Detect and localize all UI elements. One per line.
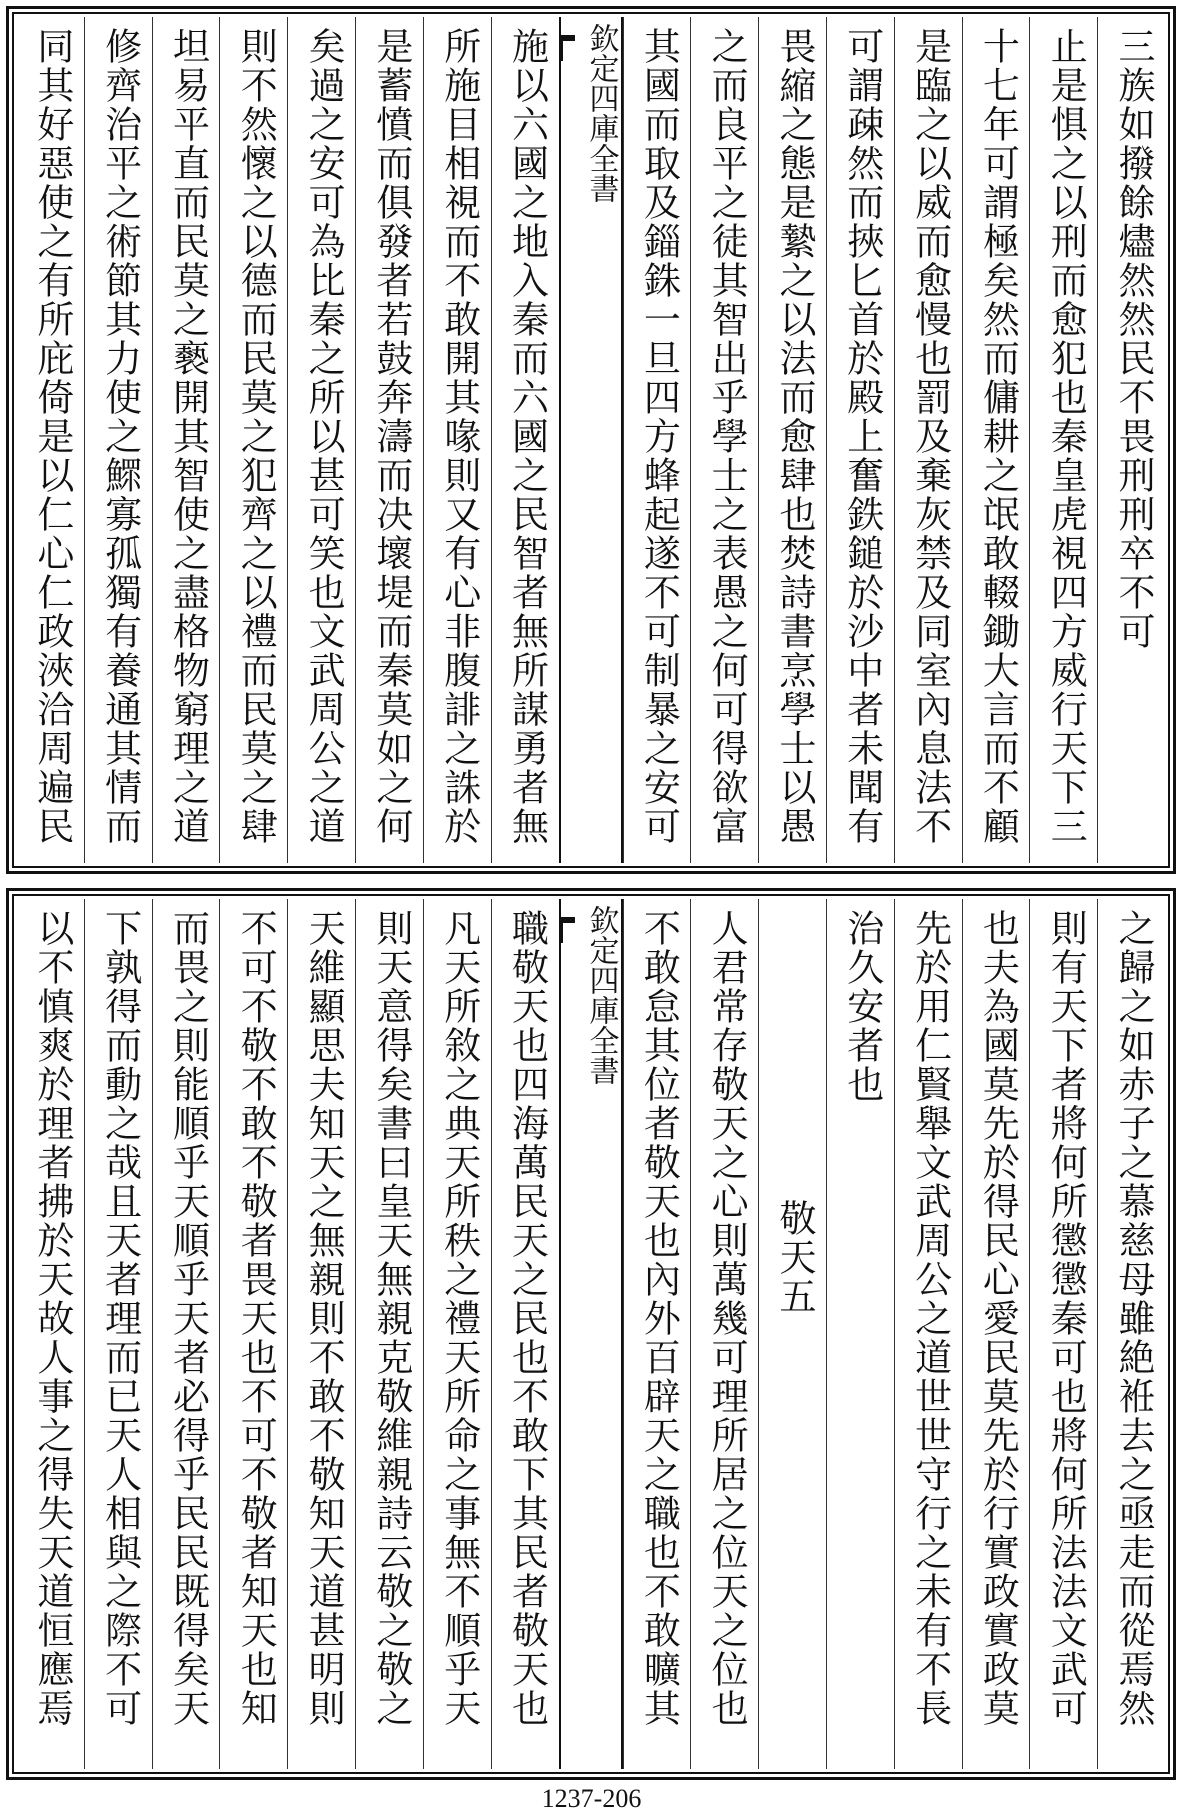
section-heading: 敬天五: [758, 899, 826, 1769]
fishtail-mark-icon: [559, 31, 581, 61]
text-column: 人君常存敬天之心則萬幾可理所居之位天之位也: [690, 899, 758, 1769]
text-column: 之歸之如赤子之慕慈母雖絶袵去之亟走而從焉然: [1097, 899, 1165, 1769]
fishtail-mark-icon: [559, 913, 581, 943]
text-column: 是臨之以威而愈慢也罰及棄灰禁及同室內息法不: [894, 17, 962, 863]
text-column: 則有天下者將何所懲懲秦可也將何所法法文武可: [1029, 899, 1097, 1769]
text-column: 其國而取及錙銖一旦四方蜂起遂不可制暴之安可: [623, 17, 691, 863]
spine-title: 欽定四庫全書: [583, 905, 619, 1085]
center-spine: [559, 899, 623, 1769]
bottom-page-columns: [17, 899, 1165, 1769]
text-column: 止是惧之以刑而愈犯也秦皇虎視四方威行天下三: [1029, 17, 1097, 863]
text-column: 不可不敬不敢不敬者畏天也不可不敬者知天也知: [219, 899, 287, 1769]
text-column: 畏縮之態是縶之以法而愈肆也焚詩書烹學士以愚: [758, 17, 826, 863]
text-column: 可謂疎然而挾匕首於殿上奮鉄鎚於沙中者未聞有: [826, 17, 894, 863]
text-column: 不敢怠其位者敬天也內外百辟天之職也不敢曠其: [623, 899, 691, 1769]
text-column: 修齊治平之術節其力使之鰥寡孤獨有養通其情而: [84, 17, 152, 863]
text-column: 坦易平直而民莫之褻開其智使之盡格物窮理之道: [152, 17, 220, 863]
text-column: 則不然懷之以德而民莫之犯齊之以禮而民莫之肆: [219, 17, 287, 863]
spine-title: 欽定四庫全書: [583, 23, 619, 203]
text-column: 施以六國之地入秦而六國之民智者無所謀勇者無: [491, 17, 559, 863]
top-page-frame: [6, 6, 1176, 874]
text-column: 十七年可謂極矣然而傭耕之氓敢輟鋤大言而不顧: [962, 17, 1030, 863]
text-column: 矣過之安可為比秦之所以甚可笑也文武周公之道: [287, 17, 355, 863]
text-column: 是蓄憤而俱發者若鼓奔濤而决壞堤而秦莫如之何: [355, 17, 423, 863]
text-column: 則天意得矣書曰皇天無親克敬維親詩云敬之敬之: [355, 899, 423, 1769]
text-column: 凡天所敘之典天所秩之禮天所命之事無不順乎天: [423, 899, 491, 1769]
text-column: 先於用仁賢舉文武周公之道世世守行之未有不長: [894, 899, 962, 1769]
text-column: 之而良平之徒其智出乎學士之表愚之何可得欲富: [690, 17, 758, 863]
text-column: 同其好惡使之有所庇倚是以仁心仁政浹洽周遍民: [30, 27, 74, 846]
bottom-page-frame: [6, 888, 1176, 1780]
text-column: 也夫為國莫先於得民心愛民莫先於行實政實政莫: [962, 899, 1030, 1769]
text-column: 三族如撥餘燼然然民不畏刑刑卒不可: [1097, 17, 1165, 863]
page-label: 1237-206: [541, 1784, 642, 1813]
top-page-columns: [17, 17, 1165, 863]
text-column: 治久安者也: [826, 899, 894, 1769]
text-column: 而畏之則能順乎天順乎天者必得乎民民既得矣天: [152, 899, 220, 1769]
text-column: 職敬天也四海萬民天之民也不敢下其民者敬天也: [491, 899, 559, 1769]
text-column: 下孰得而動之哉且天者理而已天人相與之際不可: [84, 899, 152, 1769]
center-spine: [559, 17, 623, 863]
text-column: 所施目相視而不敢開其喙則又有心非腹誹之誅於: [423, 17, 491, 863]
text-column: 天維顯思夫知天之無親則不敢不敬知天道甚明則: [287, 899, 355, 1769]
text-column: 以不慎爽於理者拂於天故人事之得失天道恒應焉: [30, 909, 74, 1728]
